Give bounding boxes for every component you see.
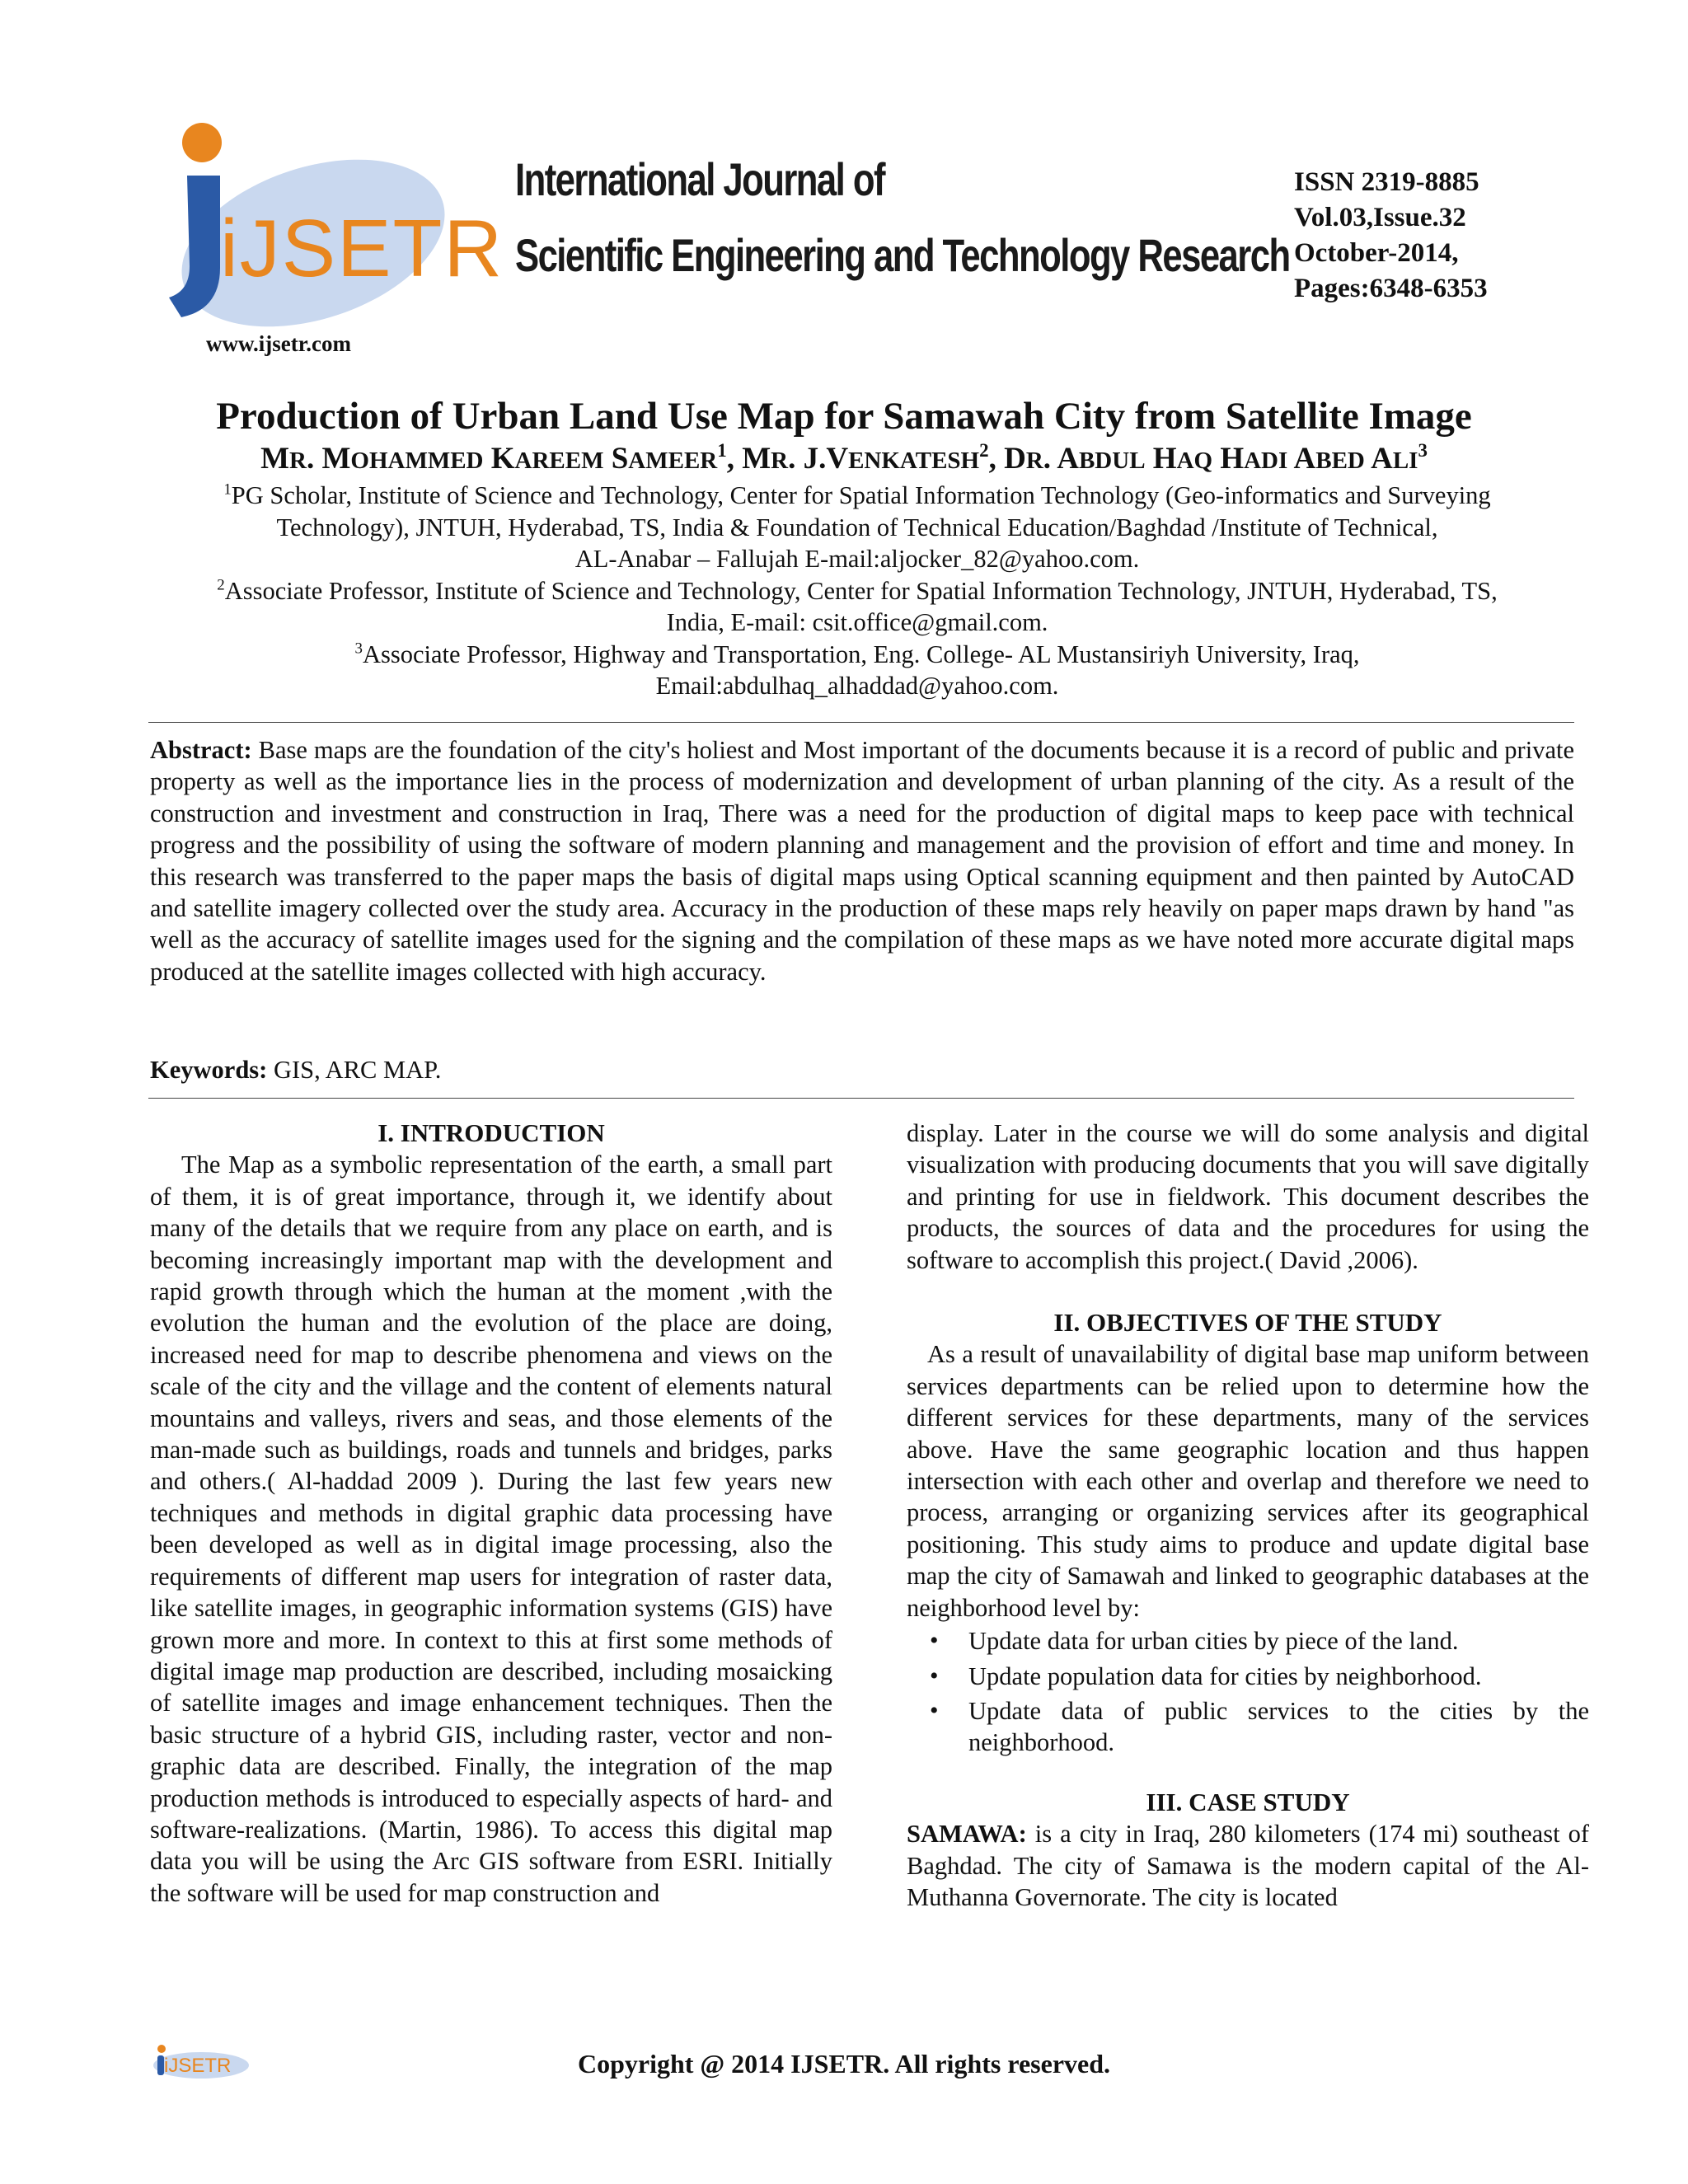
- left-column: [150, 1118, 832, 1909]
- authors-line: MR. MOHAMMED KAREEM SAMEER$^1$, MR. J.VENKATESH$^2$, DR. ABDUL HAQ HADI ABED ALI$^3$: [260, 439, 1428, 476]
- intro-paragraph: The Map as a symbolic representation of the earth, a small part of them, it is of great importance, through it, we identify about many of the details that we require from any place on earth, and is becoming increasingly important map with the development and rapid growth through which the human at the moment ,with the evolution the human and the evolution of the place are doing, increased need for map to describe phenomena and views on the scale of the city and the village and the content of elements natural mountains and valleys, rivers and seas, and those elements of the man-made such as buildings, roads and tunnels and bridges, parks and others.( Al-haddad 2009 ). During the last few years new techniques and methods in digital graphic data processing have been developed as well as in digital image processing, also the requirements of different map users for integration of raster data, like satellite images, in geographic information systems (GIS) have grown more and more. In context to this at first some methods of digital image map production are described, including mosaicking of satellite images and image enhancement techniques. Then the basic structure of a hybrid GIS, including raster, vector and non-graphic data are described. Finally, the integration of the map production methods is introduced to especially aspects of hard- and software-realizations. (Martin, 1986). To access this digital map data you will be using the Arc GIS software from ESRI. Initially the software will be used for map construction and: [150, 1151, 832, 1907]
- issn: ISSN 2319-8885: [1294, 167, 1479, 197]
- section-heading-objectives: II. OBJECTIVES OF THE STUDY: [1053, 1308, 1442, 1338]
- abstract-text: Base maps are the foundation of the city's holiest and Most important of the documents because it is a record of public and private property as well as the importance lies in the process of modernization and development of urban planning of the city. As a result of the construction and investment and construction in Iraq, There was a need for the production of digital maps to keep pace with technical progress and the possibility of using the software of modern planning and management and the provision of effort and time and money. In this research was transferred to the paper maps the basis of digital maps using Optical scanning equipment and then painted by AutoCAD and satellite imagery collected over the study area. Accuracy in the production of these maps rely heavily on paper maps drawn by hand "as well as the accuracy of satellite images used for the signing and the compilation of these maps as we have noted more accurate digital maps produced at the satellite images collected with high accuracy.: [150, 736, 1574, 986]
- site-url[interactable]: www.ijsetr.com: [206, 331, 351, 356]
- journal-title-line1: International Journal of: [515, 153, 884, 205]
- journal-title: [515, 142, 1290, 293]
- intro-paragraph-continued: display. Later in the course we will do some analysis and digital visualization with producing documents that you will save digitally and printing for use in fieldwork. This document describes the products, the sources of data and the procedures for using the software to accomplish this project.( David ,2006).: [907, 1119, 1589, 1274]
- logo-text: iJSETR: [220, 203, 504, 293]
- keywords-text: GIS, ARC MAP.: [273, 1056, 442, 1084]
- journal-title-line2: Scientific Engineering and Technology Research: [515, 229, 1290, 281]
- keywords: [150, 1056, 441, 1085]
- issue-date: October-2014,: [1294, 238, 1459, 268]
- section-heading-case-study: III. CASE STUDY: [1146, 1787, 1350, 1816]
- logo-i-stem: [169, 176, 220, 317]
- affiliation-1: $^1$PG Scholar, Institute of Science and Technology, Center for Spatial Information Technology (Geo-informatics and Surveying Technology), JNTUH, Hyderabad, TS, India & Foundation of Technical Education/Baghdad /Institute of Technical, AL-Anabar – Fallujah E-mail:aljocker_82@yahoo.com.: [223, 480, 1491, 573]
- objectives-list: [907, 1625, 1589, 1759]
- divider-bottom: [148, 1098, 1574, 1099]
- list-item: • Update data for urban cities by piece of the land.: [968, 1625, 1589, 1657]
- copyright: Copyright @ 2014 IJSETR. All rights reserved.: [577, 2049, 1111, 2079]
- affiliation-3: $^3$Associate Professor, Highway and Transportation, Eng. College- AL Mustansiriyh University, Iraq, Email:abdulhaq_alhaddad@yahoo.com.: [354, 639, 1360, 700]
- keywords-label: Keywords:: [150, 1056, 268, 1084]
- abstract: [150, 734, 1574, 987]
- case-study-label: SAMAWA:: [907, 1820, 1027, 1849]
- author-1: MR. MOHAMMED KAREEM SAMEER$^1$: [260, 439, 727, 476]
- case-study-paragraph: [907, 1818, 1589, 1913]
- abstract-label: Abstract:: [150, 736, 252, 764]
- divider-top: [148, 722, 1574, 723]
- case-study-text: is a city in Iraq, 280 kilometers (174 mi) southeast of Baghdad. The city of Samawa is the modern capital of the Al- Muthanna Governorate. The city is located: [907, 1820, 1589, 1911]
- journal-meta: [1294, 165, 1488, 307]
- affiliation-2: $^2$Associate Professor, Institute of Science and Technology, Center for Spatial Information Technology, JNTUH, Hyderabad, TS, India, E-mail: csit.office@gmail.com.: [217, 575, 1498, 636]
- section-heading-introduction: I. INTRODUCTION: [377, 1118, 605, 1147]
- volume-issue: Vol.03,Issue.32: [1294, 203, 1466, 232]
- journal-logo: [144, 111, 504, 334]
- author-3: DR. ABDUL HAQ HADI ABED ALI$^3$: [1004, 439, 1428, 476]
- objectives-paragraph: As a result of unavailability of digital base map uniform between services departments can be relied upon to determine how the different services for these departments, many of the services above. Have the same geographic location and thus happen intersection with each other and overlap and therefore we need to process, arranging or organizing services after its geographical positioning. This study aims to produce and update digital base map the city of Samawah and linked to geographic databases at the neighborhood level by:: [907, 1340, 1589, 1622]
- list-item: • Update population data for cities by neighborhood.: [968, 1661, 1589, 1692]
- page-range: Pages:6348-6353: [1294, 274, 1488, 303]
- right-column: [907, 1118, 1589, 1913]
- ijsetr-logo-icon: [144, 111, 504, 334]
- list-item: • Update data of public services to the cities by the neighborhood.: [968, 1695, 1589, 1759]
- affiliations: [140, 480, 1574, 702]
- footer-logo-text: iJSETR: [164, 2055, 232, 2077]
- paper-title: Production of Urban Land Use Map for Samawah City from Satellite Image: [216, 395, 1472, 438]
- author-2: MR. J.VENKATESH$^2$: [742, 439, 989, 476]
- logo-dot: [182, 123, 222, 162]
